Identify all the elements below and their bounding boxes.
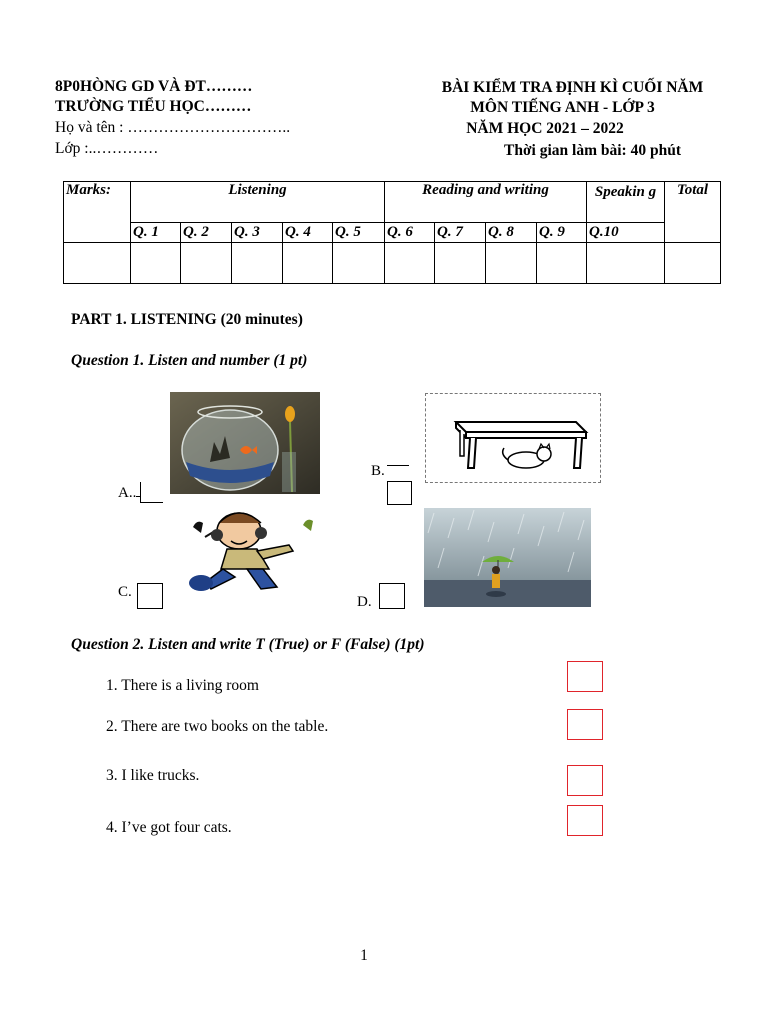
speaking-header: Speakin g	[587, 182, 665, 223]
answer-box-3[interactable]	[567, 765, 603, 796]
dancing-man-picture	[177, 507, 322, 595]
answer-box-4[interactable]	[567, 805, 603, 836]
q-column-header: Q. 7	[435, 223, 486, 243]
q-column-header: Q. 1	[131, 223, 181, 243]
statement-3: 3. I like trucks.	[106, 767, 200, 784]
option-d-label: D.	[357, 594, 372, 610]
option-b-blank[interactable]	[387, 465, 409, 466]
score-cell[interactable]	[333, 243, 385, 284]
score-cell[interactable]	[587, 243, 665, 284]
table-icon	[426, 394, 600, 482]
score-cell[interactable]	[537, 243, 587, 284]
part1-title-text: PART 1. LISTENING	[71, 311, 217, 328]
q-column-header: Q. 2	[181, 223, 232, 243]
q-column-header: Q. 3	[232, 223, 283, 243]
q-column-header: Q. 6	[385, 223, 435, 243]
marks-label: Marks:	[64, 182, 131, 243]
answer-box-2[interactable]	[567, 709, 603, 740]
score-cell[interactable]	[486, 243, 537, 284]
part1-title	[71, 311, 303, 329]
score-cell[interactable]	[131, 243, 181, 284]
question2-title: Question 2. Listen and write T (True) or F (False) (1pt)	[71, 636, 425, 653]
exam-year: NĂM HỌC 2021 – 2022	[466, 120, 624, 137]
q-column-header: Q. 9	[537, 223, 587, 243]
exam-time: Thời gian làm bài: 40 phút	[504, 142, 681, 159]
option-b-label: B.	[371, 463, 385, 479]
fishbowl-picture	[170, 392, 320, 494]
department-line: 8P0HÒNG GD VÀ ĐT………	[55, 78, 253, 95]
dancing-man-icon	[177, 507, 322, 595]
score-cell[interactable]	[181, 243, 232, 284]
question1-title: Question 1. Listen and number (1 pt)	[71, 352, 308, 369]
marks-table	[63, 181, 721, 284]
page-number: 1	[360, 947, 368, 964]
score-cell[interactable]	[385, 243, 435, 284]
part1-duration: (20 minutes)	[216, 311, 303, 328]
option-a-answer-box[interactable]	[140, 482, 163, 503]
option-d-answer-box[interactable]	[379, 583, 405, 609]
total-header: Total	[665, 182, 721, 243]
reading-writing-header: Reading and writing	[385, 182, 587, 223]
statement-1: 1. There is a living room	[106, 677, 259, 694]
q-column-header: Q.10	[587, 223, 665, 243]
school-line: TRƯỜNG TIỂU HỌC………	[55, 98, 252, 115]
q-column-header: Q. 4	[283, 223, 333, 243]
option-c-answer-box[interactable]	[137, 583, 163, 609]
listening-header: Listening	[131, 182, 385, 223]
table-picture	[425, 393, 601, 483]
statement-2: 2. There are two books on the table.	[106, 718, 329, 735]
score-cell[interactable]	[232, 243, 283, 284]
q-column-header: Q. 8	[486, 223, 537, 243]
exam-subject: MÔN TIẾNG ANH - LỚP 3	[470, 99, 655, 116]
fishbowl-icon	[170, 392, 320, 494]
class-line: Lớp :..…………	[55, 140, 159, 157]
answer-box-1[interactable]	[567, 661, 603, 692]
rain-picture	[424, 508, 591, 607]
option-a-label: A..	[118, 485, 137, 501]
rain-icon	[424, 508, 591, 607]
statement-4: 4. I’ve got four cats.	[106, 819, 232, 836]
marks-cell[interactable]	[64, 243, 131, 284]
option-b-answer-box[interactable]	[387, 481, 412, 505]
score-cell[interactable]	[435, 243, 486, 284]
score-cell[interactable]	[283, 243, 333, 284]
option-c-label: C.	[118, 584, 132, 600]
exam-title: BÀI KIỂM TRA ĐỊNH KÌ CUỐI NĂM	[441, 79, 704, 96]
total-cell[interactable]	[665, 243, 721, 284]
q-column-header: Q. 5	[333, 223, 385, 243]
student-name-line: Họ và tên : …………………………..	[55, 119, 291, 136]
